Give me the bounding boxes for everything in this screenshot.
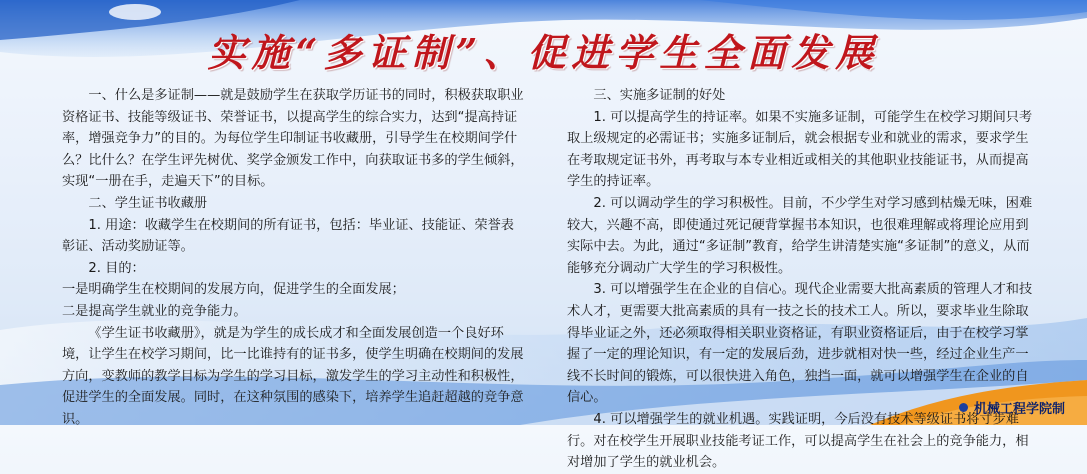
- section-2-heading: 二、学生证书收藏册: [88, 195, 208, 211]
- section-3-heading: 三、实施多证制的好处: [593, 88, 726, 103]
- usage-paragraph: 1. 用途：收藏学生在校期间的所有证书，包括：毕业证、技能证、荣誉表彰证、活动奖励证等。: [62, 217, 514, 255]
- bullet-dot-icon: [959, 403, 968, 412]
- poster-title: 实施“多证制”、促进学生全面发展: [207, 30, 880, 75]
- left-column: [62, 85, 527, 431]
- purpose-item-1: 一是明确学生在校期间的发展方向，促进学生的全面发展；: [62, 282, 405, 298]
- benefit-1: 1. 可以提高学生的持证率。如果不实施多证制，可能学生在校学习期间只考取上级规定的必需证书；实施多证制后，就会根据专业和就业的需求，要求学生在考取规定证书外，再考取与本专业相近或相关的其他职业技能证书，从而提高学生的持证率。: [567, 109, 1033, 190]
- footer-label: 机械工程学院制: [973, 402, 1065, 417]
- booklet-paragraph: 《学生证书收藏册》，就是为学生的成长成才和全面发展创造一个良好环境，让学生在校学习期间，比一比谁持有的证书多，使学生明确在校期间的发展方向，变教师的教学目标为学生的学习目标，激发学生的学习主动性和积极性，促进学生的全面发展。同时，在这种氛围的感染下，培养学生追赶超越的竞争意识。: [62, 325, 524, 427]
- footer-credit: [959, 398, 1065, 417]
- purpose-item-2: 二是提高学生就业的竞争能力。: [62, 303, 247, 319]
- section-1-paragraph: 一、什么是多证制——就是鼓励学生在获取学历证书的同时，积极获取职业资格证书、技能等级证书、荣誉证书，以提高学生的综合实力，达到“提高持证率，增强竞争力”的目的。为每位学生印制证书收藏册，引导学生在校期间学什么？比什么？在学生评先树优、奖学金颁发工作中，向获取证书多的学生倾斜，实现“一册在手，走遍天下”的目标。: [62, 88, 524, 190]
- benefit-2: 2. 可以调动学生的学习积极性。目前，不少学生对学习感到枯燥无味，困难较大，兴趣不高，即使通过死记硬背掌握书本知识，也很难理解或将理论应用到实际中去。为此，通过“多证制”教育，给学生讲清楚实施“多证制”的意义，从而能够充分调动广大学生的学习积极性。: [567, 195, 1033, 276]
- benefit-4: 4. 可以增强学生的就业机遇。实践证明，今后没有技术等级证书将寸步难行。对在校学生开展职业技能考证工作，可以提高学生在社会上的竞争能力，相对增加了学生的就业机会。: [567, 411, 1029, 471]
- benefit-3: 3. 可以增强学生在企业的自信心。现代企业需要大批高素质的管理人才和技术人才，更需要大批高素质的具有一技之长的技术工人。所以，要求毕业生除取得毕业证之外，还必须取得相关职业资格证，有职业资格证后，由于在校学习掌握了一定的理论知识，有一定的发展后劲，进步就相对快一些，经过企业生产一线不长时间的锻炼，可以很快进入角色，独挡一面，就可以增强学生在企业的自信心。: [567, 282, 1033, 406]
- purpose-heading: 2. 目的：: [88, 260, 145, 276]
